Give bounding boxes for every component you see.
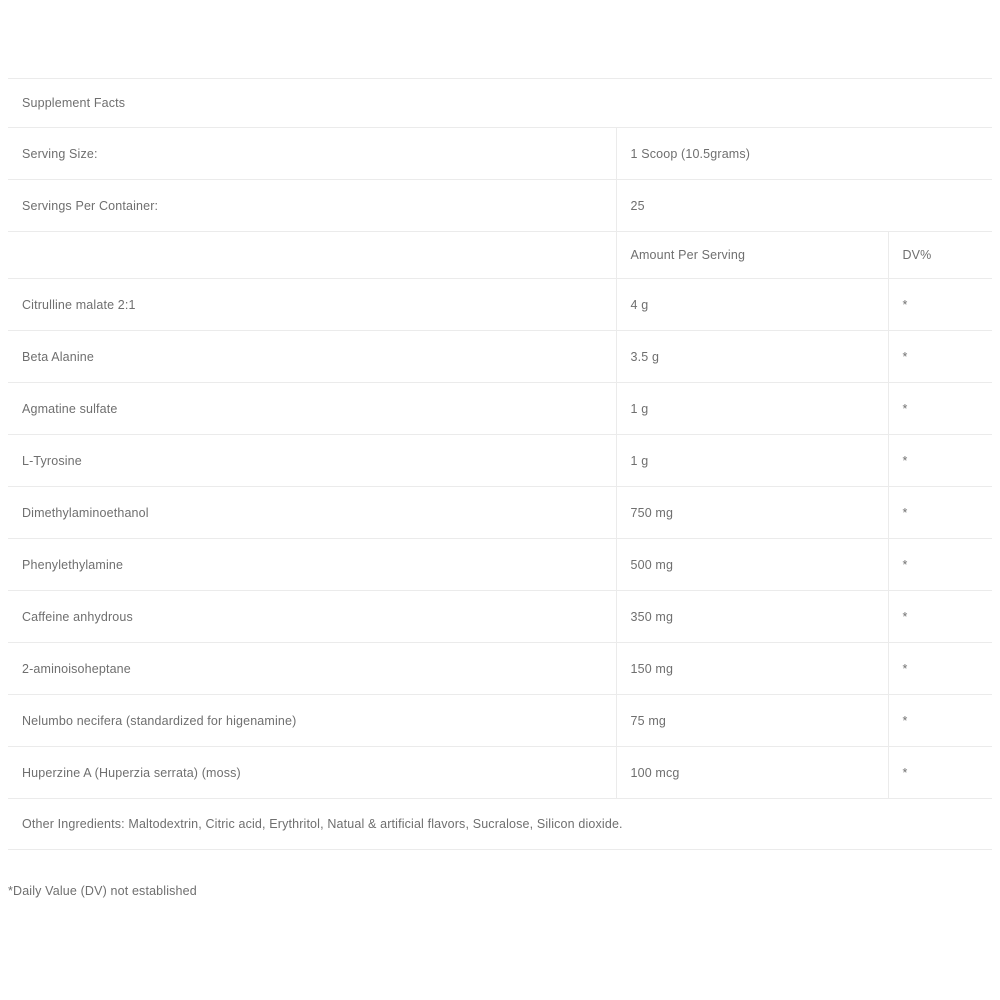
ingredient-amount: 100 mcg <box>616 747 888 799</box>
ingredient-dv: * <box>888 279 992 331</box>
ingredient-dv: * <box>888 539 992 591</box>
ingredient-dv: * <box>888 747 992 799</box>
ingredient-dv: * <box>888 435 992 487</box>
column-header-name <box>8 232 616 279</box>
ingredient-dv: * <box>888 383 992 435</box>
serving-size-row <box>8 128 992 180</box>
table-row <box>8 539 992 591</box>
table-row <box>8 383 992 435</box>
servings-per-container-value: 25 <box>616 180 992 232</box>
ingredient-name: Caffeine anhydrous <box>8 591 616 643</box>
serving-size-label: Serving Size: <box>8 128 616 180</box>
daily-value-footnote: *Daily Value (DV) not established <box>8 884 197 898</box>
column-header-amount: Amount Per Serving <box>616 232 888 279</box>
ingredient-amount: 3.5 g <box>616 331 888 383</box>
ingredient-name: Citrulline malate 2:1 <box>8 279 616 331</box>
ingredient-amount: 1 g <box>616 383 888 435</box>
ingredient-name: Agmatine sulfate <box>8 383 616 435</box>
table-row <box>8 487 992 539</box>
panel-title: Supplement Facts <box>8 79 992 128</box>
ingredient-name: Beta Alanine <box>8 331 616 383</box>
ingredient-dv: * <box>888 331 992 383</box>
ingredient-dv: * <box>888 643 992 695</box>
ingredient-name: Dimethylaminoethanol <box>8 487 616 539</box>
table-row <box>8 643 992 695</box>
ingredient-dv: * <box>888 487 992 539</box>
table-title-row <box>8 79 992 128</box>
servings-per-container-label: Servings Per Container: <box>8 180 616 232</box>
ingredient-amount: 500 mg <box>616 539 888 591</box>
table-row <box>8 331 992 383</box>
other-ingredients-row <box>8 799 992 850</box>
ingredient-amount: 1 g <box>616 435 888 487</box>
table-row <box>8 591 992 643</box>
table-row <box>8 695 992 747</box>
ingredient-name: 2-aminoisoheptane <box>8 643 616 695</box>
ingredient-name: Phenylethylamine <box>8 539 616 591</box>
supplement-facts-table <box>8 79 992 849</box>
ingredient-dv: * <box>888 695 992 747</box>
other-ingredients-text: Other Ingredients: Maltodextrin, Citric acid, Erythritol, Natual & artificial flavors, Sucralose, Silicon dioxide. <box>22 817 623 831</box>
ingredient-amount: 150 mg <box>616 643 888 695</box>
table-column-header-row <box>8 232 992 279</box>
ingredient-amount: 750 mg <box>616 487 888 539</box>
ingredient-name: Nelumbo necifera (standardized for higenamine) <box>8 695 616 747</box>
ingredient-amount: 350 mg <box>616 591 888 643</box>
supplement-facts-panel <box>8 78 992 850</box>
ingredient-name: L-Tyrosine <box>8 435 616 487</box>
ingredient-amount: 4 g <box>616 279 888 331</box>
ingredient-name: Huperzine A (Huperzia serrata) (moss) <box>8 747 616 799</box>
ingredient-dv: * <box>888 591 992 643</box>
ingredient-amount: 75 mg <box>616 695 888 747</box>
table-row <box>8 747 992 799</box>
servings-per-container-row <box>8 180 992 232</box>
serving-size-value: 1 Scoop (10.5grams) <box>616 128 992 180</box>
column-header-dv: DV% <box>888 232 992 279</box>
table-row <box>8 435 992 487</box>
table-row <box>8 279 992 331</box>
